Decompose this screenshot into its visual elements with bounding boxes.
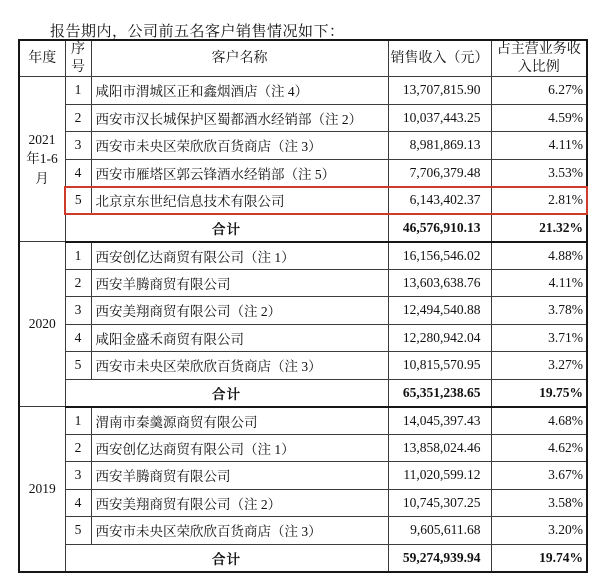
cell-seq: 5 — [65, 187, 91, 215]
cell-ratio: 3.20% — [491, 517, 587, 545]
cell-year-2019: 2019 — [19, 407, 65, 572]
cell-seq: 5 — [65, 517, 91, 545]
cell-seq: 2 — [65, 269, 91, 297]
cell-ratio: 2.81% — [491, 187, 587, 215]
cell-year-2021: 2021 年1-6月 — [19, 77, 65, 242]
customers-table — [18, 39, 588, 573]
cell-customer-name: 西安市汉长城保护区蜀都酒水经销部（注 2） — [91, 104, 388, 132]
cell-revenue: 16,156,546.02 — [388, 242, 491, 270]
table-row — [19, 132, 587, 160]
cell-ratio: 3.27% — [491, 352, 587, 380]
cell-ratio: 3.53% — [491, 159, 587, 187]
cell-total-revenue: 65,351,238.65 — [388, 379, 491, 407]
cell-revenue: 8,981,869.13 — [388, 132, 491, 160]
cell-customer-name: 渭南市秦羹源商贸有限公司 — [91, 407, 388, 435]
cell-ratio: 4.88% — [491, 242, 587, 270]
cell-revenue: 10,745,307.25 — [388, 489, 491, 517]
cell-seq: 1 — [65, 407, 91, 435]
cell-seq: 2 — [65, 434, 91, 462]
table-row — [19, 242, 587, 270]
cell-total-label: 合计 — [65, 379, 388, 407]
cell-total-label: 合计 — [65, 214, 388, 242]
table-row — [19, 352, 587, 380]
cell-customer-name: 西安市未央区荣欣欣百货商店（注 3） — [91, 132, 388, 160]
total-row-2020 — [19, 379, 587, 407]
cell-ratio: 3.78% — [491, 297, 587, 325]
cell-seq: 4 — [65, 159, 91, 187]
table-row — [19, 104, 587, 132]
cell-revenue: 10,815,570.95 — [388, 352, 491, 380]
table-row — [19, 297, 587, 325]
table-row — [19, 517, 587, 545]
cell-ratio: 4.59% — [491, 104, 587, 132]
cell-ratio: 4.11% — [491, 269, 587, 297]
cell-total-revenue: 46,576,910.13 — [388, 214, 491, 242]
table-row — [19, 434, 587, 462]
cell-ratio: 4.11% — [491, 132, 587, 160]
total-row-2021 — [19, 214, 587, 242]
table-row — [19, 462, 587, 490]
cell-ratio: 3.67% — [491, 462, 587, 490]
table-row — [19, 269, 587, 297]
cell-seq: 2 — [65, 104, 91, 132]
table-row — [19, 324, 587, 352]
cell-revenue: 11,020,599.12 — [388, 462, 491, 490]
cell-revenue: 12,494,540.88 — [388, 297, 491, 325]
header-cell-seq: 序号 — [65, 40, 91, 77]
cell-revenue: 7,706,379.48 — [388, 159, 491, 187]
header-cell-ratio: 占主营业务收入比例 — [491, 40, 587, 77]
cell-customer-name: 西安市未央区荣欣欣百货商店（注 3） — [91, 517, 388, 545]
cell-seq: 3 — [65, 297, 91, 325]
cell-revenue: 10,037,443.25 — [388, 104, 491, 132]
cell-revenue: 13,858,024.46 — [388, 434, 491, 462]
customers-table-container — [18, 39, 588, 573]
cell-revenue: 9,605,611.68 — [388, 517, 491, 545]
cell-total-ratio: 19.74% — [491, 544, 587, 572]
table-row — [19, 407, 587, 435]
intro-text: 报告期内，公司前五名客户销售情况如下： — [50, 24, 345, 40]
table-row-highlighted — [19, 187, 587, 215]
cell-seq: 1 — [65, 242, 91, 270]
cell-seq: 5 — [65, 352, 91, 380]
table-row — [19, 159, 587, 187]
cell-seq: 4 — [65, 324, 91, 352]
cell-customer-name: 咸阳市渭城区正和鑫烟酒店（注 4） — [91, 77, 388, 105]
cell-customer-name: 西安美翔商贸有限公司（注 2） — [91, 489, 388, 517]
cell-total-label: 合计 — [65, 544, 388, 572]
total-row-2019 — [19, 544, 587, 572]
cell-ratio: 6.27% — [491, 77, 587, 105]
cell-revenue: 13,707,815.90 — [388, 77, 491, 105]
cell-customer-name: 咸阳金盛禾商贸有限公司 — [91, 324, 388, 352]
cell-total-ratio: 21.32% — [491, 214, 587, 242]
cell-customer-name: 西安市未央区荣欣欣百货商店（注 3） — [91, 352, 388, 380]
cell-ratio: 4.62% — [491, 434, 587, 462]
cell-year-2020: 2020 — [19, 242, 65, 407]
cell-revenue: 13,603,638.76 — [388, 269, 491, 297]
cell-ratio: 3.71% — [491, 324, 587, 352]
cell-customer-name: 西安市雁塔区郭云锋酒水经销部（注 5） — [91, 159, 388, 187]
cell-total-revenue: 59,274,939.94 — [388, 544, 491, 572]
table-row — [19, 77, 587, 105]
cell-revenue: 12,280,942.04 — [388, 324, 491, 352]
cell-customer-name: 西安羊腾商贸有限公司 — [91, 462, 388, 490]
cell-seq: 3 — [65, 462, 91, 490]
cell-revenue: 6,143,402.37 — [388, 187, 491, 215]
cell-customer-name: 西安美翔商贸有限公司（注 2） — [91, 297, 388, 325]
cell-seq: 3 — [65, 132, 91, 160]
cell-customer-name: 北京京东世纪信息技术有限公司 — [91, 187, 388, 215]
table-row — [19, 489, 587, 517]
cell-customer-name: 西安羊腾商贸有限公司 — [91, 269, 388, 297]
cell-seq: 1 — [65, 77, 91, 105]
cell-seq: 4 — [65, 489, 91, 517]
header-cell-customer-name: 客户名称 — [91, 40, 388, 77]
cell-ratio: 3.58% — [491, 489, 587, 517]
cell-customer-name: 西安创亿达商贸有限公司（注 1） — [91, 242, 388, 270]
cell-customer-name: 西安创亿达商贸有限公司（注 1） — [91, 434, 388, 462]
cell-revenue: 14,045,397.43 — [388, 407, 491, 435]
header-row — [19, 40, 587, 77]
cell-total-ratio: 19.75% — [491, 379, 587, 407]
cell-ratio: 4.68% — [491, 407, 587, 435]
header-cell-year: 年度 — [19, 40, 65, 77]
header-cell-revenue: 销售收入（元） — [388, 40, 491, 77]
